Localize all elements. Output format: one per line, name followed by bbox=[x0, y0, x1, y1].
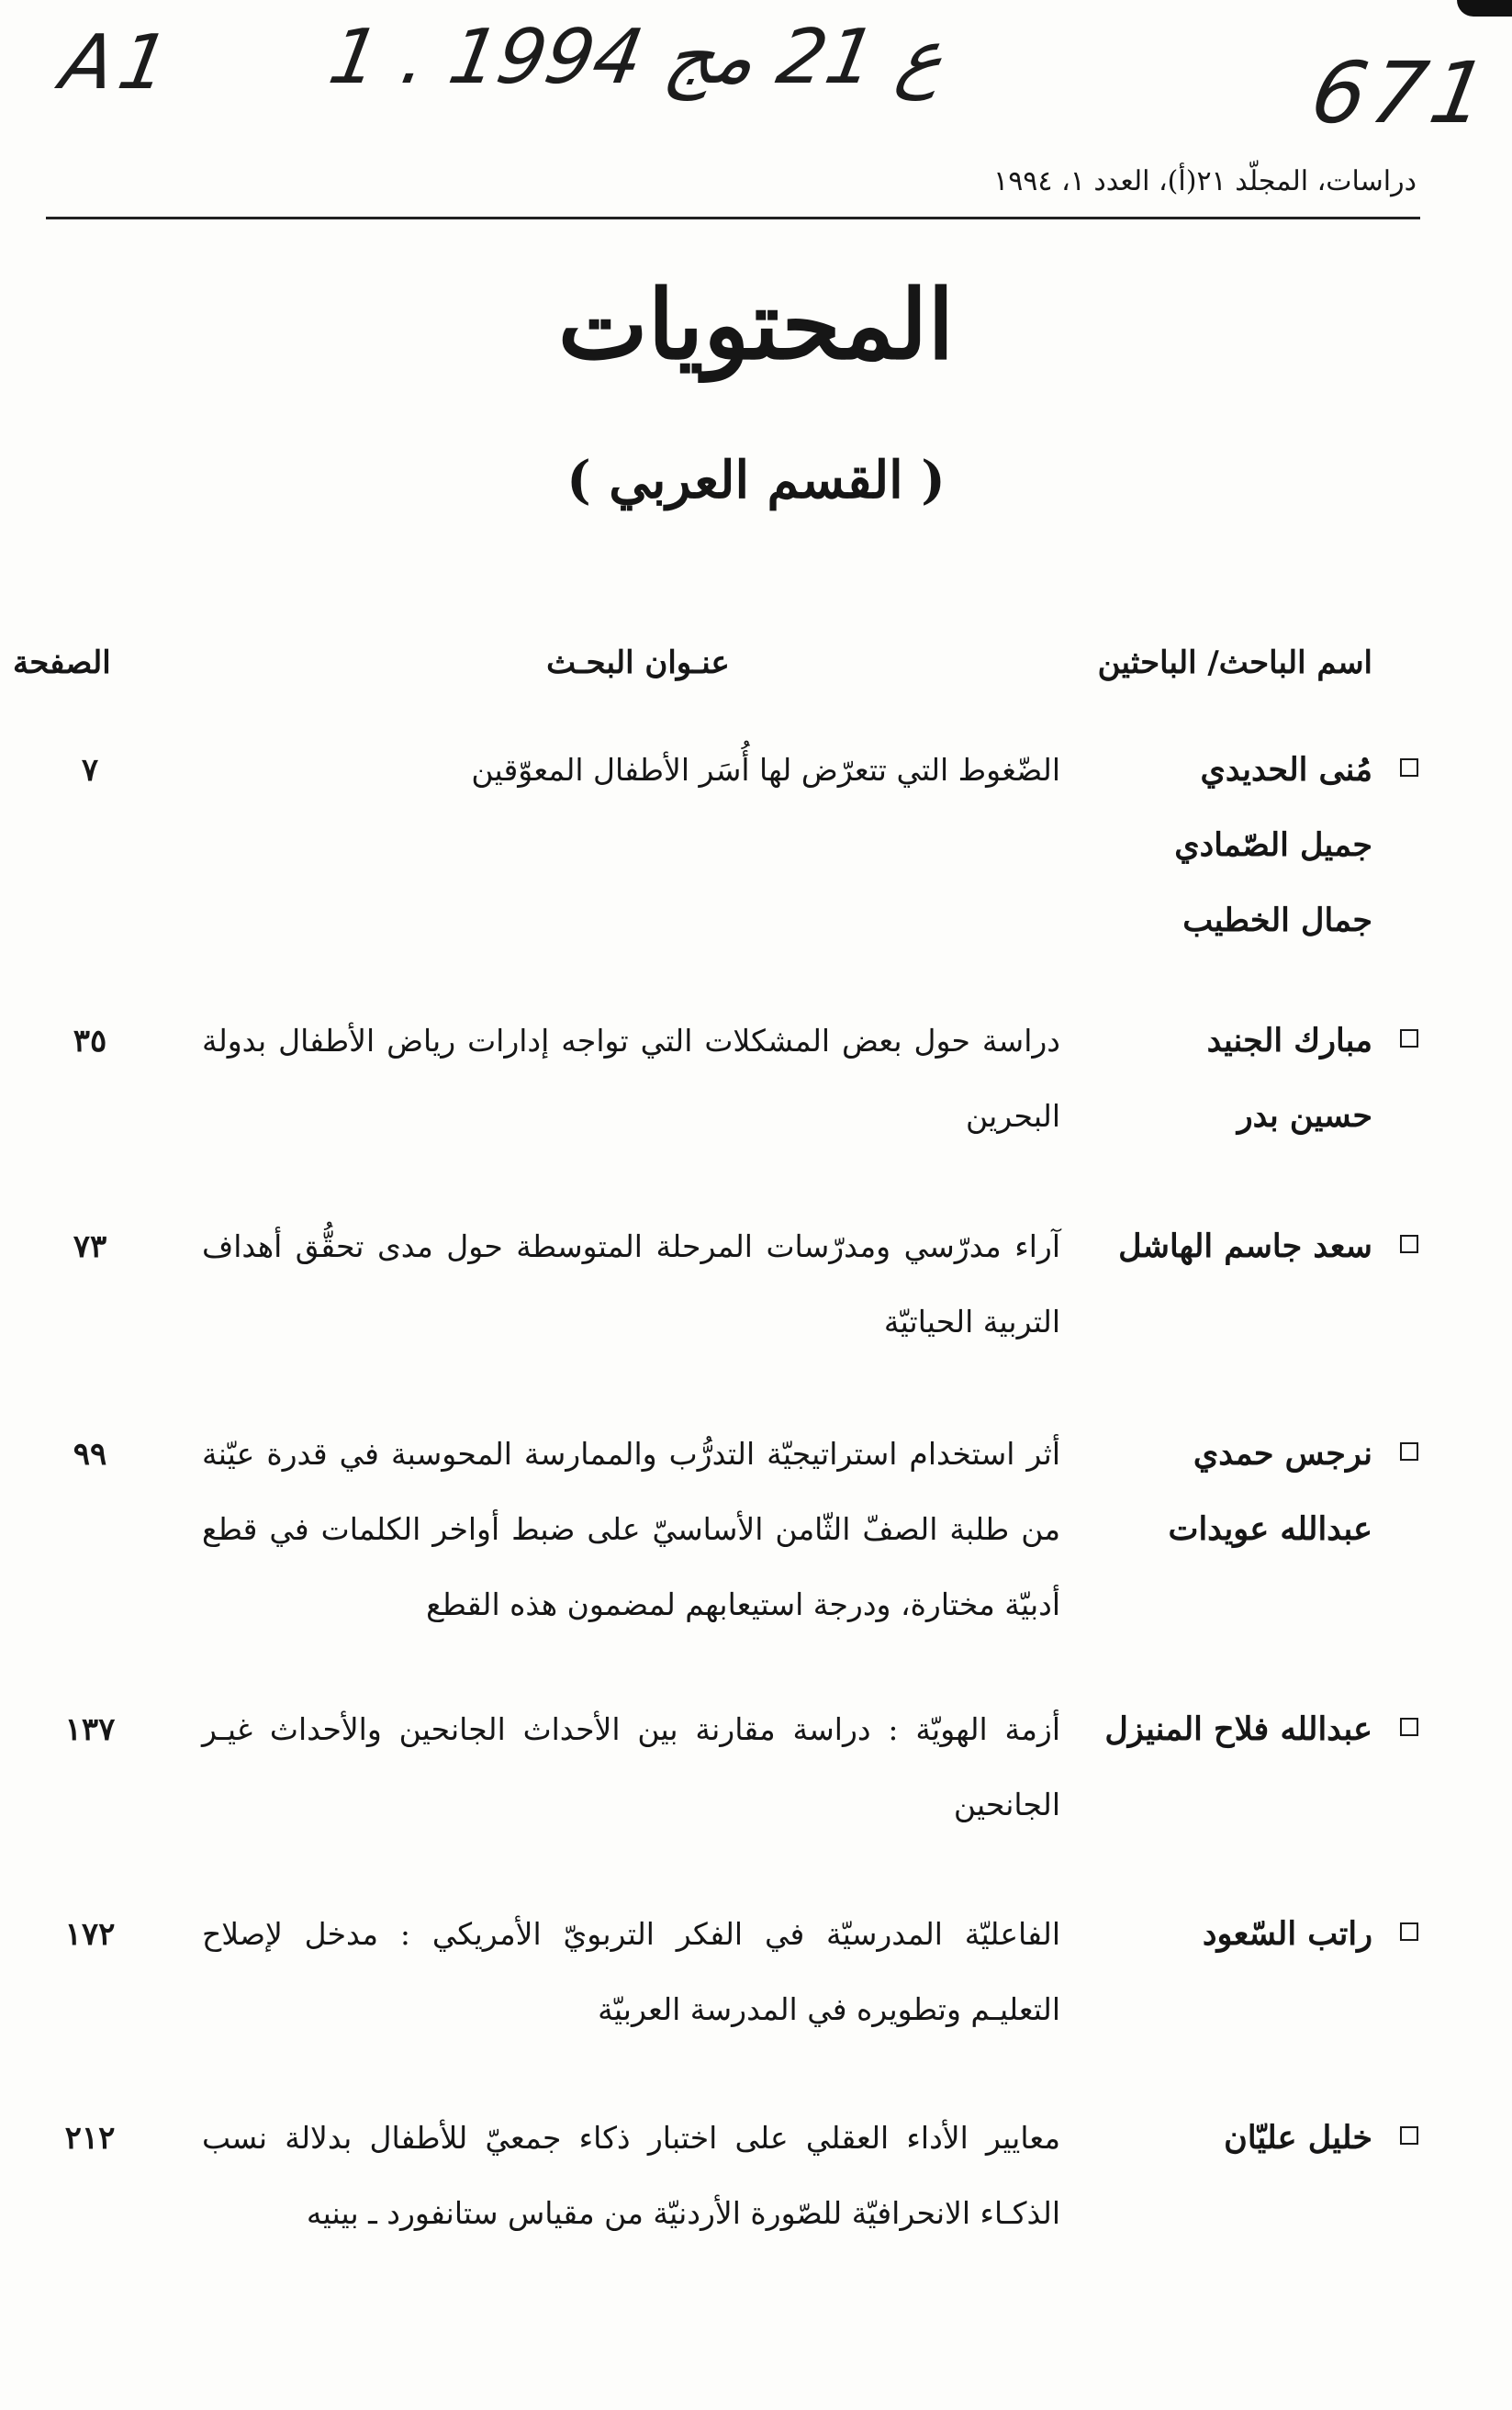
entry-authors bbox=[1070, 1897, 1372, 1972]
author-name: خليل عليّان bbox=[1070, 2101, 1372, 2176]
author-name: حسين بدر bbox=[1237, 1097, 1372, 1135]
column-header-page: الصفحة bbox=[13, 645, 111, 681]
entry-page: ٣٥ bbox=[73, 1023, 107, 1059]
handwritten-annotation bbox=[0, 0, 1512, 142]
column-header-title: عنـوان البحـث bbox=[546, 645, 730, 681]
handwritten-code: A1 bbox=[54, 19, 181, 106]
author-name: مبارك الجنيد bbox=[1070, 1003, 1372, 1079]
checkbox-icon bbox=[1400, 758, 1418, 777]
handwritten-reference: 1 . ع 21 مج 1994 bbox=[322, 14, 951, 101]
checkbox-icon bbox=[1400, 1442, 1418, 1461]
entry-title: أزمة الهويّة : دراسة مقارنة بين الأحداث الجانحين والأحداث غيـر الجانحين bbox=[202, 1711, 1061, 1822]
corner-mark bbox=[1457, 0, 1512, 17]
entry-authors bbox=[1070, 1209, 1372, 1284]
checkbox-icon bbox=[1400, 1029, 1418, 1048]
checkbox-icon bbox=[1400, 1718, 1418, 1736]
header-rule bbox=[46, 217, 1420, 219]
page-title: المحتويات bbox=[557, 268, 955, 381]
column-header-authors: اسم الباحث/ الباحثين bbox=[1097, 645, 1372, 681]
entry-title: أثر استخدام استراتيجيّة التدرُّب والممارسة المحوسبة في قدرة عيّنة من طلبة الصفّ الثّامن الأساسيّ على ضبط أواخر الكلمات في قطع أدبيّة مختارة، ودرجة استيعابهم لمضمون هذه القطع bbox=[202, 1436, 1060, 1622]
entry-title: الضّغوط التي تتعرّض لها أُسَر الأطفال المعوّقين bbox=[471, 752, 1060, 788]
entry-page: ١٣٧ bbox=[64, 1711, 116, 1748]
checkbox-icon bbox=[1400, 2126, 1418, 2145]
author-name: راتب السّعود bbox=[1070, 1897, 1372, 1972]
page-subtitle: ( القسم العربي ) bbox=[566, 450, 946, 510]
author-name: مُنى الحديدي bbox=[1070, 733, 1372, 808]
entry-page: ٧٣ bbox=[73, 1228, 107, 1265]
author-name: جمال الخطيب bbox=[1182, 902, 1372, 939]
author-name: عبدالله فلاح المنيزل bbox=[1070, 1692, 1372, 1767]
author-name: عبدالله عويدات bbox=[1168, 1510, 1372, 1548]
checkbox-icon bbox=[1400, 1235, 1418, 1253]
entry-authors bbox=[1070, 2101, 1372, 2176]
entry-authors bbox=[1070, 1003, 1372, 1154]
entry-title: معايير الأداء العقلي على اختبار ذكاء جمعيّ للأطفال بدلالة نسب الذكـاء الانحرافيّة للصّورة الأردنيّة من مقياس ستانفورد ـ بينيه bbox=[202, 2120, 1060, 2231]
running-head: دراسات، المجلّد ٢١(أ)، العدد ١، ١٩٩٤ bbox=[993, 165, 1417, 197]
author-name: نرجس حمدي bbox=[1070, 1417, 1372, 1492]
entry-authors bbox=[1070, 733, 1372, 958]
entry-authors bbox=[1070, 1417, 1372, 1567]
author-name: سعد جاسم الهاشل bbox=[1070, 1209, 1372, 1284]
entry-title: آراء مدرّسي ومدرّسات المرحلة المتوسطة حول مدى تحقُّق أهداف التربية الحياتيّة bbox=[202, 1228, 1060, 1340]
entry-authors bbox=[1070, 1692, 1372, 1767]
entry-page: ٧ bbox=[81, 752, 99, 789]
entry-page: ١٧٢ bbox=[64, 1916, 116, 1953]
author-name: جميل الصّمادي bbox=[1174, 826, 1372, 864]
entry-title: الفاعليّة المدرسيّة في الفكر التربويّ الأمريكي : مدخل لإصلاح التعليـم وتطويره في المدرسة العربيّة bbox=[202, 1916, 1060, 2027]
entry-page: ٩٩ bbox=[73, 1436, 107, 1473]
checkbox-icon bbox=[1400, 1922, 1418, 1941]
handwritten-number: 671 bbox=[1304, 44, 1500, 142]
entry-page: ٢١٢ bbox=[64, 2120, 116, 2157]
entry-title: دراسة حول بعض المشكلات التي تواجه إدارات رياض الأطفال بدولة البحرين bbox=[202, 1023, 1060, 1134]
